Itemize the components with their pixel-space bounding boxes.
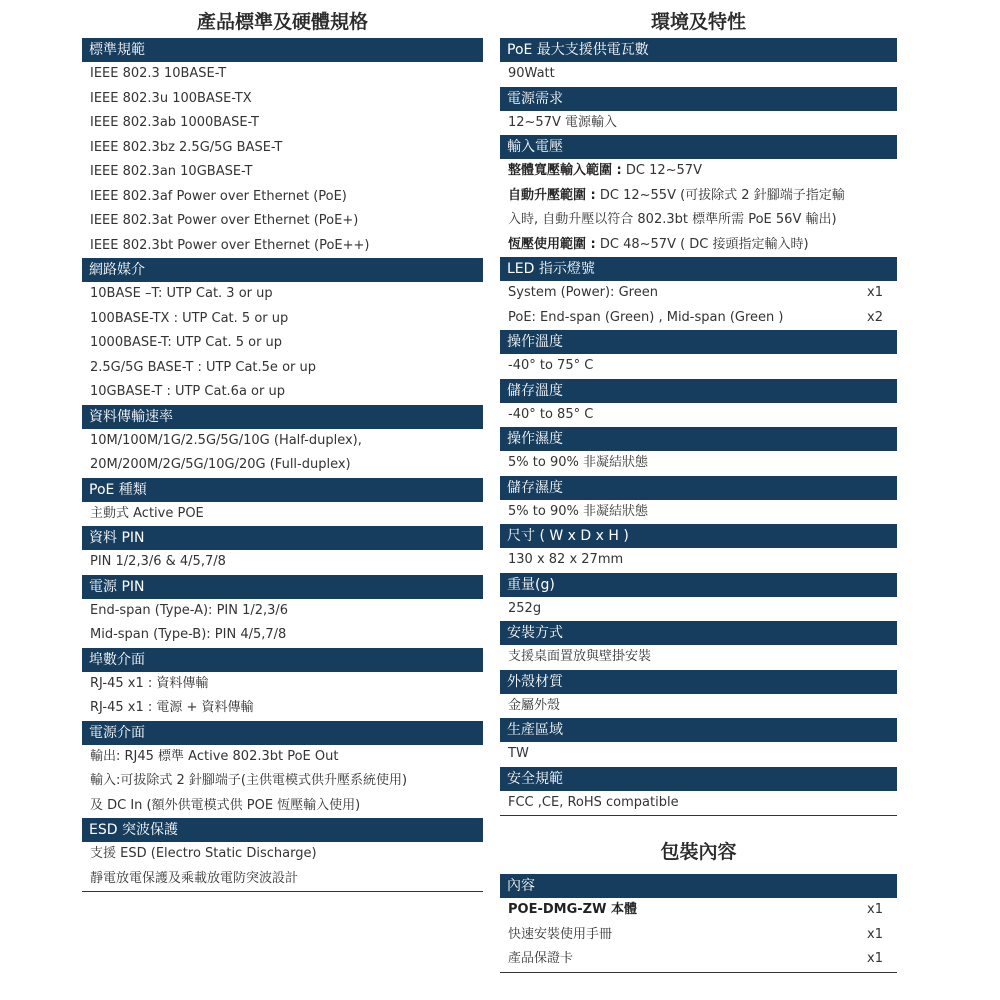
spec-row-text: -40° to 85° C: [508, 406, 594, 422]
spec-row: [82, 623, 483, 648]
spec-row: [82, 599, 483, 624]
spec-row-text: -40° to 75° C: [508, 358, 594, 373]
spec-row: [500, 791, 897, 816]
spec-row-text: 10M/100M/1G/2.5G/5G/10G (Half-duplex),: [90, 432, 362, 448]
section-header: 尺寸 ( W x D x H ): [500, 524, 897, 548]
section-header: 網路媒介: [82, 258, 483, 282]
spec-section: [500, 573, 897, 622]
quantity: x1: [867, 902, 883, 917]
spec-row: [500, 923, 897, 948]
spec-row: [82, 842, 483, 867]
spec-section: [82, 478, 483, 527]
spec-row: [500, 208, 897, 233]
package-section: [500, 874, 897, 973]
spec-row: [500, 742, 897, 767]
spec-row-label: 自動升壓範圍 :: [508, 187, 596, 203]
environment-sections: [500, 38, 897, 816]
spec-section: [82, 648, 483, 721]
section-header: 電源需求: [500, 87, 897, 111]
spec-row-text: Mid-span (Type-B): PIN 4/5,7/8: [90, 627, 287, 642]
spec-section: [500, 135, 897, 257]
spec-section: [82, 258, 483, 405]
section-header: 埠數介面: [82, 648, 483, 672]
section-header: 重量(g): [500, 573, 897, 597]
hardware-spec-title: 產品標準及硬體規格: [196, 11, 368, 33]
spec-row: [500, 548, 897, 573]
spec-row-text: 主動式 Active POE: [90, 505, 204, 521]
environment-column: [500, 0, 897, 973]
spec-section: [82, 405, 483, 478]
section-header: ESD 突波保護: [82, 818, 483, 842]
spec-row-text: IEEE 802.3bt Power over Ethernet (PoE++): [90, 237, 370, 253]
spec-row: [82, 453, 483, 478]
spec-row: [500, 281, 897, 306]
spec-row: [500, 233, 897, 258]
spec-section: [500, 621, 897, 670]
section-header: 操作溫度: [500, 330, 897, 354]
spec-row-text: 入時, 自動升壓以符合 802.3bt 標準所需 PoE 56V 輸出): [508, 212, 837, 227]
section-header: PoE 最大支援供電瓦數: [500, 38, 897, 62]
spec-row: [82, 794, 483, 819]
spec-row-text: 輸入:可拔除式 2 針腳端子(主供電模式供升壓系統使用): [90, 773, 408, 788]
spec-row-text: RJ-45 x1 : 資料傳輸: [90, 675, 209, 691]
spec-row: [82, 62, 483, 87]
spec-row-text: 快速安裝使用手冊: [508, 926, 613, 942]
spec-row-text: IEEE 802.3ab 1000BASE-T: [90, 115, 259, 130]
spec-row: [500, 184, 897, 209]
spec-section: [500, 718, 897, 767]
section-header: 儲存濕度: [500, 476, 897, 500]
spec-row: [500, 403, 897, 428]
spec-row-label: 恆壓使用範圍 :: [508, 236, 596, 252]
spec-row-text: 靜電放電保護及乘載放電防突波設計: [90, 870, 299, 886]
spec-row-text: 10GBASE-T : UTP Cat.6a or up: [90, 384, 285, 399]
package-header: 內容: [500, 874, 897, 898]
spec-section: [500, 379, 897, 428]
spec-row-text: 支援桌面置放與壁掛安裝: [508, 649, 652, 664]
spec-row-text: 及 DC In (額外供電模式供 POE 恆壓輸入使用): [90, 797, 361, 813]
spec-row: [82, 136, 483, 161]
spec-section: [500, 427, 897, 476]
section-header: 儲存溫度: [500, 379, 897, 403]
section-header: PoE 種類: [82, 478, 483, 502]
spec-section: [500, 257, 897, 330]
spec-row-text: 1000BASE-T: UTP Cat. 5 or up: [90, 335, 283, 350]
section-header: 標準規範: [82, 38, 483, 62]
spec-row: [82, 380, 483, 405]
spec-row: [500, 597, 897, 622]
spec-row-text: RJ-45 x1 : 電源 + 資料傳輸: [90, 700, 254, 715]
environment-title: 環境及特性: [650, 11, 746, 33]
spec-row-text: 5% to 90% 非凝結狀態: [508, 503, 648, 519]
spec-row: [500, 62, 897, 87]
spec-row-text: 130 x 82 x 27mm: [508, 552, 624, 567]
spec-row-text: 支援 ESD (Electro Static Discharge): [90, 846, 317, 861]
spec-row-text: 輸出: RJ45 標準 Active 802.3bt PoE Out: [90, 748, 339, 764]
spec-row: [82, 745, 483, 770]
spec-row-label: POE-DMG-ZW 本體: [508, 902, 637, 917]
section-header: 操作濕度: [500, 427, 897, 451]
spec-row-text: 產品保證卡: [508, 951, 574, 966]
spec-row: [82, 209, 483, 234]
spec-row-text: 252g: [508, 600, 542, 616]
spec-row-text: IEEE 802.3at Power over Ethernet (PoE+): [90, 213, 359, 228]
spec-row-text: TW: [508, 746, 529, 761]
spec-row-label: 整體寬壓輸入範圍 :: [508, 163, 622, 178]
spec-row-text: IEEE 802.3af Power over Ethernet (PoE): [90, 188, 347, 204]
section-header: 電源介面: [82, 721, 483, 745]
spec-row: [82, 111, 483, 136]
spec-row: [82, 867, 483, 892]
spec-section: [500, 670, 897, 719]
spec-section: [82, 575, 483, 648]
spec-section: [500, 767, 897, 817]
spec-row-text: 金屬外殼: [508, 697, 561, 713]
spec-row: [500, 898, 897, 923]
section-header: LED 指示燈號: [500, 257, 897, 281]
section-header: 外殼材質: [500, 670, 897, 694]
spec-row: [500, 111, 897, 136]
spec-row: [82, 87, 483, 112]
spec-row: [82, 234, 483, 259]
spec-row: [82, 356, 483, 381]
spec-row-text: IEEE 802.3u 100BASE-TX: [90, 90, 252, 106]
spec-row-text: PoE: End-span (Green) , Mid-span (Green ): [508, 309, 784, 325]
spec-row-text: End-span (Type-A): PIN 1/2,3/6: [90, 602, 289, 618]
spec-row-text: DC 12~57V: [621, 163, 702, 178]
hardware-spec-sections: [82, 38, 483, 892]
spec-row: [500, 159, 897, 184]
spec-row: [82, 160, 483, 185]
hardware-spec-column: [82, 0, 483, 892]
spec-row: [500, 306, 897, 331]
spec-row-text: 10BASE –T: UTP Cat. 3 or up: [90, 286, 273, 301]
spec-section: [82, 818, 483, 892]
spec-row-text: 5% to 90% 非凝結狀態: [508, 455, 648, 470]
spec-row: [82, 282, 483, 307]
spec-row-text: DC 12~55V (可拔除式 2 針腳端子指定輸: [595, 187, 845, 203]
spec-row-text: 100BASE-TX : UTP Cat. 5 or up: [90, 310, 289, 326]
spec-row-text: System (Power): Green: [508, 285, 658, 300]
spec-row: [500, 354, 897, 379]
spec-section: [82, 38, 483, 258]
spec-row-text: 90Watt: [508, 66, 555, 81]
package-title: 包裝內容: [660, 841, 737, 863]
quantity: x1: [867, 285, 883, 300]
section-header: 資料 PIN: [82, 526, 483, 550]
spec-section: [500, 330, 897, 379]
spec-row: [82, 185, 483, 210]
spec-row: [82, 429, 483, 454]
spec-row: [82, 307, 483, 332]
spec-row: [500, 947, 897, 972]
spec-row-text: PIN 1/2,3/6 & 4/5,7/8: [90, 554, 226, 569]
spec-row-text: 2.5G/5G BASE-T : UTP Cat.5e or up: [90, 359, 316, 375]
spec-row-text: 20M/200M/2G/5G/10G/20G (Full-duplex): [90, 457, 351, 472]
section-header: 安裝方式: [500, 621, 897, 645]
spec-row-text: 12~57V 電源輸入: [508, 114, 618, 130]
section-header: 電源 PIN: [82, 575, 483, 599]
section-header: 安全規範: [500, 767, 897, 791]
spec-row: [82, 672, 483, 697]
spec-row: [82, 550, 483, 575]
quantity: x1: [867, 951, 883, 966]
spec-section: [500, 38, 897, 87]
spec-row-text: IEEE 802.3an 10GBASE-T: [90, 164, 253, 179]
spec-section: [500, 476, 897, 525]
spec-row: [82, 696, 483, 721]
spec-section: [82, 526, 483, 575]
spec-row-text: IEEE 802.3bz 2.5G/5G BASE-T: [90, 139, 283, 155]
spec-row: [500, 451, 897, 476]
spec-row: [500, 694, 897, 719]
quantity: x1: [867, 926, 883, 942]
quantity: x2: [867, 309, 883, 325]
spec-row: [500, 645, 897, 670]
spec-row-text: FCC ,CE, RoHS compatible: [508, 794, 679, 810]
spec-row: [82, 502, 483, 527]
section-header: 輸入電壓: [500, 135, 897, 159]
spec-section: [500, 524, 897, 573]
spec-row-text: DC 48~57V ( DC 接頭指定輸入時): [595, 236, 809, 252]
section-header: 生產區域: [500, 718, 897, 742]
spec-row: [82, 331, 483, 356]
spec-row: [82, 769, 483, 794]
spec-row-text: IEEE 802.3 10BASE-T: [90, 66, 227, 81]
spec-row: [500, 500, 897, 525]
spec-section: [500, 87, 897, 136]
spec-section: [82, 721, 483, 819]
section-header: 資料傳輸速率: [82, 405, 483, 429]
